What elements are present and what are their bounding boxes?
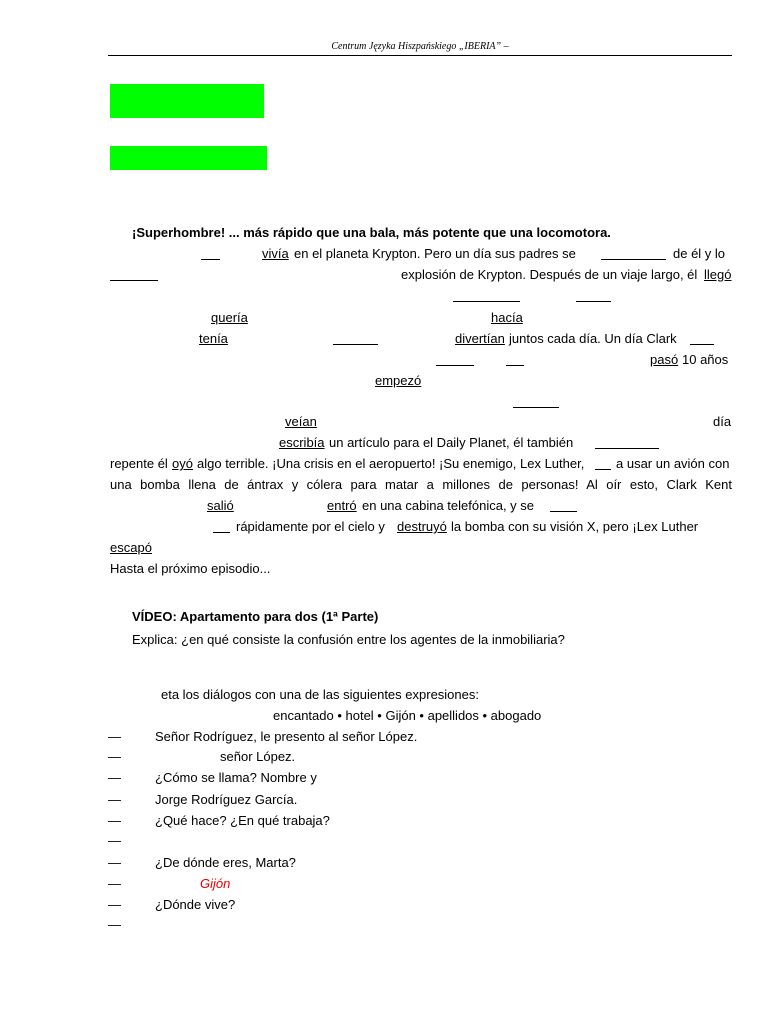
dialog-dash: —: [108, 833, 121, 848]
dialog-options: encantado • hotel • Gijón • apellidos • abogado: [273, 708, 542, 723]
dialog-text: Jorge Rodríguez García.: [155, 792, 298, 807]
story-text: día: [713, 414, 732, 429]
word-hacia: hacía: [491, 310, 523, 325]
video-title: VÍDEO: Apartamento para dos (1ª Parte): [132, 609, 379, 624]
story-text: la bomba con su visión X, pero ¡Lex Luther: [451, 519, 699, 534]
dialog-text: ¿Cómo se llama? Nombre y: [155, 770, 317, 785]
story-text: en el planeta Krypton. Pero un día sus padres se: [294, 246, 576, 261]
dialog-instruction: eta los diálogos con una de las siguientes expresiones:: [161, 687, 479, 702]
dialog-dash: —: [108, 813, 121, 828]
word-veian: veían: [285, 414, 317, 429]
story-title: ¡Superhombre! ... más rápido que una bala, más potente que una locomotora.: [132, 225, 611, 240]
word-queria: quería: [211, 310, 248, 325]
blank: [436, 352, 474, 366]
story-text: explosión de Krypton. Después de un viaje largo, él: [401, 267, 698, 282]
dialog-dash: —: [108, 855, 121, 870]
word-entro: entró: [327, 498, 357, 513]
story-text: algo terrible. ¡Una crisis en el aeropuerto! ¡Su enemigo, Lex Luther,: [197, 456, 585, 471]
page-header: Centrum Języka Hiszpańskiego „IBERIA” –: [108, 40, 732, 56]
dialog-dash: —: [108, 729, 121, 744]
word-llego: llegó: [704, 267, 732, 282]
word-empezo: empezó: [375, 373, 422, 388]
video-question: Explica: ¿en qué consiste la confusión entre los agentes de la inmobiliaria?: [132, 632, 565, 647]
blank: [595, 435, 659, 449]
blank: [550, 498, 577, 512]
dialog-text: ¿Dónde vive?: [155, 897, 236, 912]
blank: [513, 394, 559, 408]
word-salio: salió: [207, 498, 234, 513]
blank: [201, 246, 220, 260]
story-text: en una cabina telefónica, y se: [362, 498, 535, 513]
highlight-block-2: [110, 146, 267, 170]
blank: [601, 246, 666, 260]
blank: [453, 288, 520, 302]
dialog-text: ¿De dónde eres, Marta?: [155, 855, 296, 870]
word-escapo: escapó: [110, 540, 152, 555]
story-text: un artículo para el Daily Planet, él también: [329, 435, 574, 450]
dialog-answer-gijon: Gijón: [200, 876, 231, 891]
dialog-text: señor López.: [220, 749, 296, 764]
story-text: de él y lo: [673, 246, 726, 261]
story-text: rápidamente por el cielo y: [236, 519, 385, 534]
dialog-text: Señor Rodríguez, le presento al señor López.: [155, 729, 418, 744]
word-oyo: oyó: [172, 456, 193, 471]
blank: [576, 288, 611, 302]
word-escribia: escribía: [279, 435, 325, 450]
word-destruyo: destruyó: [397, 519, 447, 534]
word-tenia: tenía: [199, 331, 228, 346]
dialog-dash: —: [108, 917, 121, 932]
dialog-text: ¿Qué hace? ¿En qué trabaja?: [155, 813, 330, 828]
blank: [690, 331, 714, 345]
story-line-12: una bomba llena de ántrax y cólera para matar a millones de personas! Al oír esto, Clark Kent: [110, 477, 732, 492]
dialog-dash: —: [108, 876, 121, 891]
dialog-dash: —: [108, 770, 121, 785]
dialog-dash: —: [108, 792, 121, 807]
story-end: Hasta el próximo episodio...: [110, 561, 271, 576]
story-text: a usar un avión con: [616, 456, 730, 471]
story-text: juntos cada día. Un día Clark: [509, 331, 677, 346]
highlight-block-1: [110, 84, 264, 118]
blank: [110, 267, 158, 281]
word-vivia: vivía: [262, 246, 289, 261]
blank: [333, 331, 378, 345]
blank: [213, 519, 230, 533]
word-paso: pasó: [650, 352, 679, 367]
dialog-dash: —: [108, 897, 121, 912]
blank: [595, 456, 611, 470]
story-text: 10 años: [682, 352, 729, 367]
word-divertian: divertían: [455, 331, 505, 346]
blank: [506, 352, 524, 366]
story-text: repente él: [110, 456, 168, 471]
dialog-dash: —: [108, 749, 121, 764]
